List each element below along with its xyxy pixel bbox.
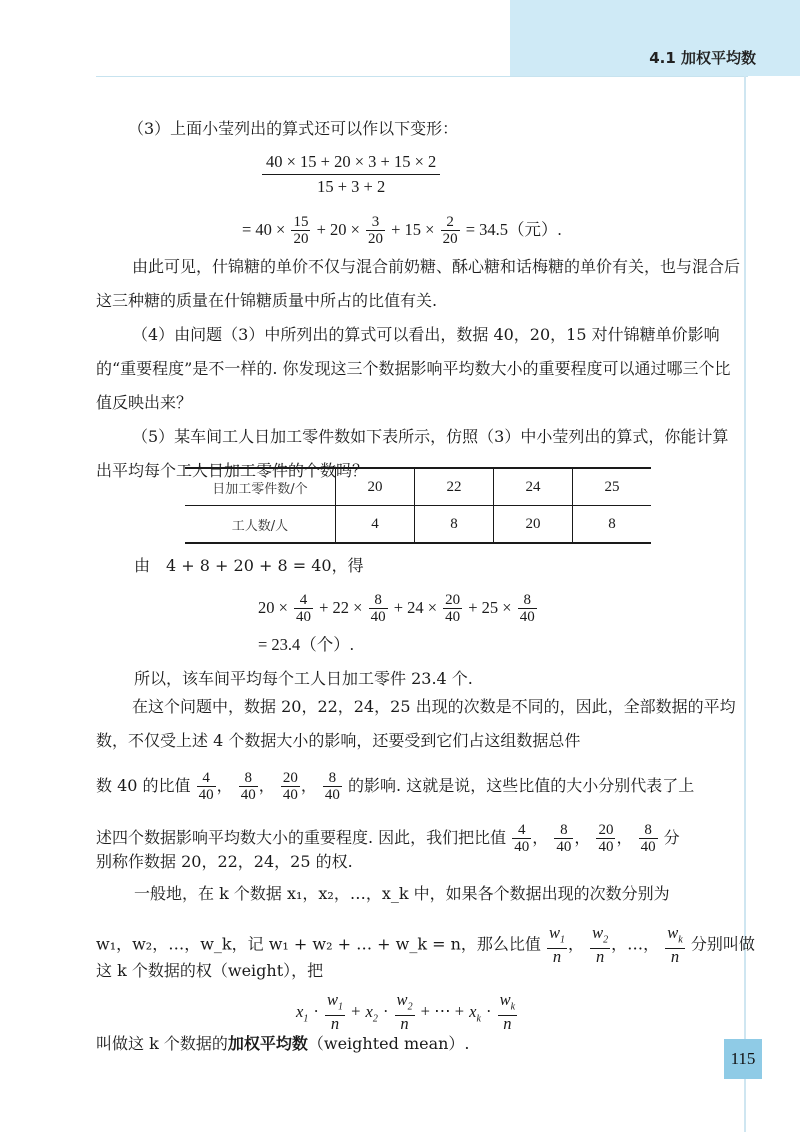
formula-expansion — [242, 214, 562, 247]
page-number: 115 — [730, 1049, 756, 1068]
term: + 15 × — [391, 220, 435, 239]
fraction: $\frac{4}{40}$ — [198, 770, 214, 803]
table-cell: 25 — [573, 468, 652, 506]
paragraph-c2: 数 40 的比值 $\frac{4}{40}$ ， $\frac{8}{40}$ ， $\frac{20}{40}$ ， $\frac{8}{40}$ 的影响. 这就是说，这些比值的大小分别代表了上 — [96, 770, 695, 803]
table-cell: 20 — [336, 468, 415, 506]
question-4: （4）由问题（3）中所列出的算式可以看出，数据 40，20，15 对什锦糖单价影响的“重要程度”是不一样的. 你发现这三个数据影响平均数大小的重要程度可以通过哪三个比值反映出来？ — [96, 325, 731, 412]
fraction: $\frac{20}{40}$ — [598, 822, 614, 855]
fraction: $\frac{8}{40}$ — [519, 592, 535, 625]
definition-line — [96, 1033, 470, 1055]
header-rule — [96, 76, 748, 77]
text: 分别叫做 — [690, 934, 755, 954]
fraction: $\frac{20}{40}$ — [445, 592, 461, 625]
calc-result: = 23.4（个）. — [258, 635, 354, 654]
conclusion: 所以，该车间平均每个工人日加工零件 23.4 个. — [134, 669, 473, 688]
text: 叫做这 k 个数据的 — [96, 1034, 228, 1053]
fraction: $\frac{2}{20}$ — [442, 214, 458, 247]
formula-result: = 34.5（元）. — [465, 220, 562, 239]
text: w₁，w₂，…，w_k，记 w₁ + w₂ + … + w_k = n，那么比值 — [96, 934, 541, 954]
formula-fraction — [262, 152, 440, 197]
text: 数 40 的比值 — [96, 776, 191, 795]
formula-denominator: 15 + 3 + 2 — [317, 177, 386, 196]
term: 20 × — [258, 598, 288, 617]
term: + 22 × — [319, 598, 363, 617]
section-title: 4.1 加权平均数 — [649, 49, 756, 67]
table-cell: 24 — [494, 468, 573, 506]
fraction: $\frac{20}{40}$ — [282, 770, 298, 803]
formula-numerator: 40 × 15 + 20 × 3 + 15 × 2 — [262, 152, 440, 175]
fraction: $\frac{8}{40}$ — [556, 822, 572, 855]
paragraph-a: 由此可见，什锦糖的单价不仅与混合前奶糖、酥心糖和话梅糖的单价有关，也与混合后这三种糖的质量在什锦糖质量中所占的比值有关. — [96, 257, 741, 310]
paragraph-c1: 在这个问题中，数据 20，22，24，25 出现的次数是不同的，因此，全部数据的平均数，不仅受上述 4 个数据大小的影响，还要受到它们占这组数据总件 — [96, 697, 736, 750]
data-table — [185, 467, 651, 544]
term: + 24 × — [393, 598, 438, 617]
fraction: $\frac{15}{20}$ — [293, 214, 309, 247]
fraction: $\frac{w_2}{n}$ — [592, 923, 609, 967]
table-cell: 4 — [336, 506, 415, 544]
fraction: $\frac{4}{40}$ — [514, 822, 530, 855]
question-5: （5）某车间工人日加工零件数如下表所示，仿照（3）中小莹列出的算式，你能计算出平均每个工人日加工零件的个数吗？ — [96, 427, 729, 480]
term: + 25 × — [468, 598, 512, 617]
general-1: 一般地，在 k 个数据 x₁，x₂，…，x_k 中，如果各个数据出现的次数分别为 — [134, 884, 670, 903]
term: = 40 × — [242, 220, 286, 239]
table-cell: 8 — [573, 506, 652, 544]
paragraph-c4: 别称作数据 20，22，24，25 的权. — [96, 852, 353, 871]
general-3: 这 k 个数据的权（weight），把 — [96, 961, 324, 980]
calc-expression — [258, 592, 538, 625]
weighted-mean-formula: $x_1$ · $\frac{w_1}{n}$ + $x_2$ · $\frac{w_2}{n}$ + ⋯ + $x_k$ · $\frac{w_k}{n}$ — [296, 990, 516, 1034]
general-2: w₁，w₂，…，w_k，记 w₁ + w₂ + … + w_k = n，那么比值 $\frac{w_1}{n}$ ， $\frac{w_2}{n}$ ，…， $\frac{w_k}{n}$ 分别叫做 — [96, 923, 755, 967]
table-cell: 22 — [415, 468, 494, 506]
calc-line: 由 4 + 8 + 20 + 8 = 40，得 — [134, 556, 364, 575]
table-cell: 8 — [415, 506, 494, 544]
table-row — [185, 506, 651, 544]
table-header: 日加工零件数/个 — [185, 468, 336, 506]
fraction: $\frac{8}{40}$ — [370, 592, 386, 625]
fraction: $\frac{w_1}{n}$ — [549, 923, 566, 967]
fraction: $\frac{8}{40}$ — [240, 770, 256, 803]
term: + 20 × — [316, 220, 360, 239]
fraction: $\frac{8}{40}$ — [640, 822, 656, 855]
text: 述四个数据影响平均数大小的重要程度. 因此，我们把比值 — [96, 828, 507, 847]
table-header: 工人数/人 — [185, 506, 336, 544]
fraction: $\frac{4}{40}$ — [296, 592, 312, 625]
fraction: $\frac{w_2}{n}$ — [396, 990, 413, 1034]
text: 分 — [663, 828, 680, 847]
fraction: $\frac{w_k}{n}$ — [667, 923, 683, 967]
page-number-box — [724, 1039, 762, 1079]
term-bold: 加权平均数 — [227, 1034, 308, 1053]
side-rule — [744, 76, 746, 1132]
q3-text: （3）上面小莹列出的算式还可以作以下变形： — [128, 119, 459, 138]
text: （weighted mean）. — [307, 1034, 470, 1053]
fraction: $\frac{w_1}{n}$ — [327, 990, 344, 1034]
table-cell: 20 — [494, 506, 573, 544]
paragraph-c3: 述四个数据影响平均数大小的重要程度. 因此，我们把比值 $\frac{4}{40}$ ， $\frac{8}{40}$ ， $\frac{20}{40}$ ， $\frac{8}{40}$ 分 — [96, 822, 680, 855]
fraction: $\frac{w_k}{n}$ — [499, 990, 516, 1034]
text: 的影响. 这就是说，这些比值的大小分别代表了上 — [348, 776, 695, 795]
table-row — [185, 468, 651, 506]
fraction: $\frac{8}{40}$ — [324, 770, 340, 803]
fraction: $\frac{3}{20}$ — [368, 214, 384, 247]
